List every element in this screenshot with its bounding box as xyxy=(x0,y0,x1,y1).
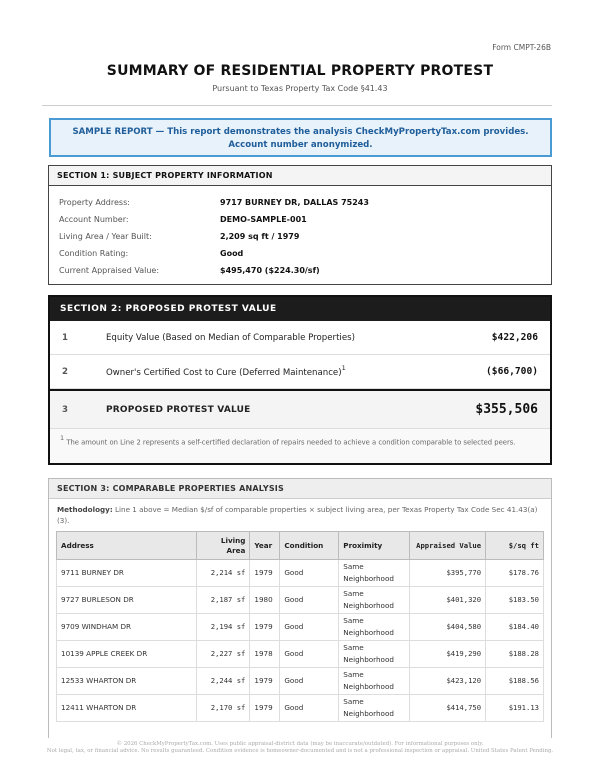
cell-proximity: Same Neighborhood xyxy=(339,587,410,614)
cell-price-per-sqft: $191.13 xyxy=(486,695,544,722)
footnote-text: The amount on Line 2 represents a self-certified declaration of repairs needed to achieve a condition comparable to selected peers. xyxy=(66,438,516,447)
condition-rating-value: Good xyxy=(220,249,244,258)
cell-address: 10139 APPLE CREEK DR xyxy=(57,641,197,668)
cell-address: 9727 BURLESON DR xyxy=(57,587,197,614)
col-condition: Condition xyxy=(280,532,339,560)
page-title: SUMMARY OF RESIDENTIAL PROPERTY PROTEST xyxy=(106,63,494,79)
sample-report-notice xyxy=(49,118,552,157)
footnote-ref: 1 xyxy=(341,364,346,373)
section-subject-property xyxy=(48,165,552,285)
table-row xyxy=(57,560,544,587)
header-divider xyxy=(42,105,552,106)
legal-footer xyxy=(0,741,600,755)
line-description: PROPOSED PROTEST VALUE xyxy=(106,404,251,415)
cell-condition: Good xyxy=(280,587,339,614)
line-description-wrap xyxy=(106,365,486,378)
line-number: 1 xyxy=(62,332,68,343)
cell-year: 1979 xyxy=(250,695,280,722)
living-area-value: 2,209 sq ft / 1979 xyxy=(220,232,300,241)
table-row xyxy=(57,695,544,722)
col-appraised-value: Appraised Value xyxy=(410,532,486,560)
table-header-row xyxy=(57,532,544,560)
notice-line-2: Account number anonymized. xyxy=(228,140,373,150)
col-address: Address xyxy=(57,532,197,560)
col-price-per-sqft: $/sq ft xyxy=(486,532,544,560)
property-address-row xyxy=(59,194,551,211)
line-number: 2 xyxy=(62,366,68,377)
cell-condition: Good xyxy=(280,668,339,695)
col-year: Year xyxy=(250,532,280,560)
cell-proximity: Same Neighborhood xyxy=(339,695,410,722)
page-subtitle: Pursuant to Texas Property Tax Code §41.43 xyxy=(212,84,388,93)
cell-appraised-value: $395,770 xyxy=(410,560,486,587)
line-description: Equity Value (Based on Median of Comparable Properties) xyxy=(106,332,355,343)
footnote xyxy=(50,429,550,463)
footnote-mark: 1 xyxy=(60,434,65,442)
cell-living-area: 2,214 sf xyxy=(196,560,250,587)
line-amount: $422,206 xyxy=(491,332,538,343)
cell-appraised-value: $423,120 xyxy=(410,668,486,695)
proposed-value-amount: $355,506 xyxy=(475,402,538,417)
section-comparable-properties xyxy=(48,478,552,738)
cell-appraised-value: $414,750 xyxy=(410,695,486,722)
section-1-title: SECTION 1: SUBJECT PROPERTY INFORMATION xyxy=(49,166,551,186)
cell-year: 1979 xyxy=(250,668,280,695)
cell-living-area: 2,170 sf xyxy=(196,695,250,722)
cell-year: 1978 xyxy=(250,641,280,668)
cell-proximity: Same Neighborhood xyxy=(339,560,410,587)
cell-price-per-sqft: $178.76 xyxy=(486,560,544,587)
condition-rating-row xyxy=(59,245,551,262)
cell-price-per-sqft: $188.28 xyxy=(486,641,544,668)
field-label: Property Address: xyxy=(59,198,130,207)
cell-year: 1980 xyxy=(250,587,280,614)
cell-year: 1979 xyxy=(250,614,280,641)
footer-line-2: Not legal, tax, or financial advice. No results guaranteed. Condition evidence is homeowner-documented and is not a professional inspection or appraisal. United States Patent Pending. xyxy=(46,748,554,754)
cell-living-area: 2,187 sf xyxy=(196,587,250,614)
footer-line-1: © 2026 CheckMyPropertyTax.com. Uses public appraisal-district data (may be inaccurate/outdated). For informational purposes only. xyxy=(116,741,484,747)
cell-proximity: Same Neighborhood xyxy=(339,668,410,695)
account-number-row xyxy=(59,211,551,228)
account-number-value: DEMO-SAMPLE-001 xyxy=(220,215,307,224)
methodology-label: Methodology: xyxy=(57,505,113,514)
field-label: Account Number: xyxy=(59,215,129,224)
cell-address: 9711 BURNEY DR xyxy=(57,560,197,587)
cell-price-per-sqft: $184.40 xyxy=(486,614,544,641)
field-label: Living Area / Year Built: xyxy=(59,232,152,241)
cell-condition: Good xyxy=(280,641,339,668)
cell-living-area: 2,227 sf xyxy=(196,641,250,668)
section-proposed-protest-value xyxy=(48,295,552,465)
table-row xyxy=(57,614,544,641)
appraised-value-row xyxy=(59,262,551,279)
line-proposed-protest-value xyxy=(50,389,550,429)
cell-living-area: 2,194 sf xyxy=(196,614,250,641)
cell-address: 12533 WHARTON DR xyxy=(57,668,197,695)
cell-price-per-sqft: $188.56 xyxy=(486,668,544,695)
section-3-title: SECTION 3: COMPARABLE PROPERTIES ANALYSIS xyxy=(49,479,551,499)
appraised-value-value: $495,470 ($224.30/sf) xyxy=(220,266,320,275)
cell-address: 9709 WINDHAM DR xyxy=(57,614,197,641)
methodology-note xyxy=(49,499,551,531)
line-number: 3 xyxy=(62,404,68,415)
comparables-table xyxy=(56,531,544,722)
notice-line-1: SAMPLE REPORT — This report demonstrates the analysis CheckMyPropertyTax.com provides. xyxy=(72,127,529,137)
table-row xyxy=(57,641,544,668)
table-row xyxy=(57,668,544,695)
cell-proximity: Same Neighborhood xyxy=(339,641,410,668)
cell-living-area: 2,244 sf xyxy=(196,668,250,695)
cell-proximity: Same Neighborhood xyxy=(339,614,410,641)
cell-condition: Good xyxy=(280,560,339,587)
cell-price-per-sqft: $183.50 xyxy=(486,587,544,614)
field-label: Current Appraised Value: xyxy=(59,266,160,275)
cell-appraised-value: $419,290 xyxy=(410,641,486,668)
cell-condition: Good xyxy=(280,695,339,722)
cell-address: 12411 WHARTON DR xyxy=(57,695,197,722)
table-row xyxy=(57,587,544,614)
col-living-area: Living Area xyxy=(196,532,250,560)
line-amount: ($66,700) xyxy=(486,366,538,377)
col-proximity: Proximity xyxy=(339,532,410,560)
property-address-value: 9717 BURNEY DR, DALLAS 75243 xyxy=(220,198,369,207)
section-2-title: SECTION 2: PROPOSED PROTEST VALUE xyxy=(50,297,550,321)
form-id: Form CMPT-26B xyxy=(492,43,551,52)
line-equity-value xyxy=(50,321,550,355)
field-label: Condition Rating: xyxy=(59,249,129,258)
living-area-row xyxy=(59,228,551,245)
cell-condition: Good xyxy=(280,614,339,641)
cell-appraised-value: $404,580 xyxy=(410,614,486,641)
cell-year: 1979 xyxy=(250,560,280,587)
line-description: Owner's Certified Cost to Cure (Deferred Maintenance) xyxy=(106,367,342,378)
methodology-text: Line 1 above = Median $/sf of comparable properties × subject living area, per Texas Property Tax Code Sec 41.43(a)(3). xyxy=(57,505,538,525)
line-cost-to-cure xyxy=(50,355,550,389)
cell-appraised-value: $401,320 xyxy=(410,587,486,614)
